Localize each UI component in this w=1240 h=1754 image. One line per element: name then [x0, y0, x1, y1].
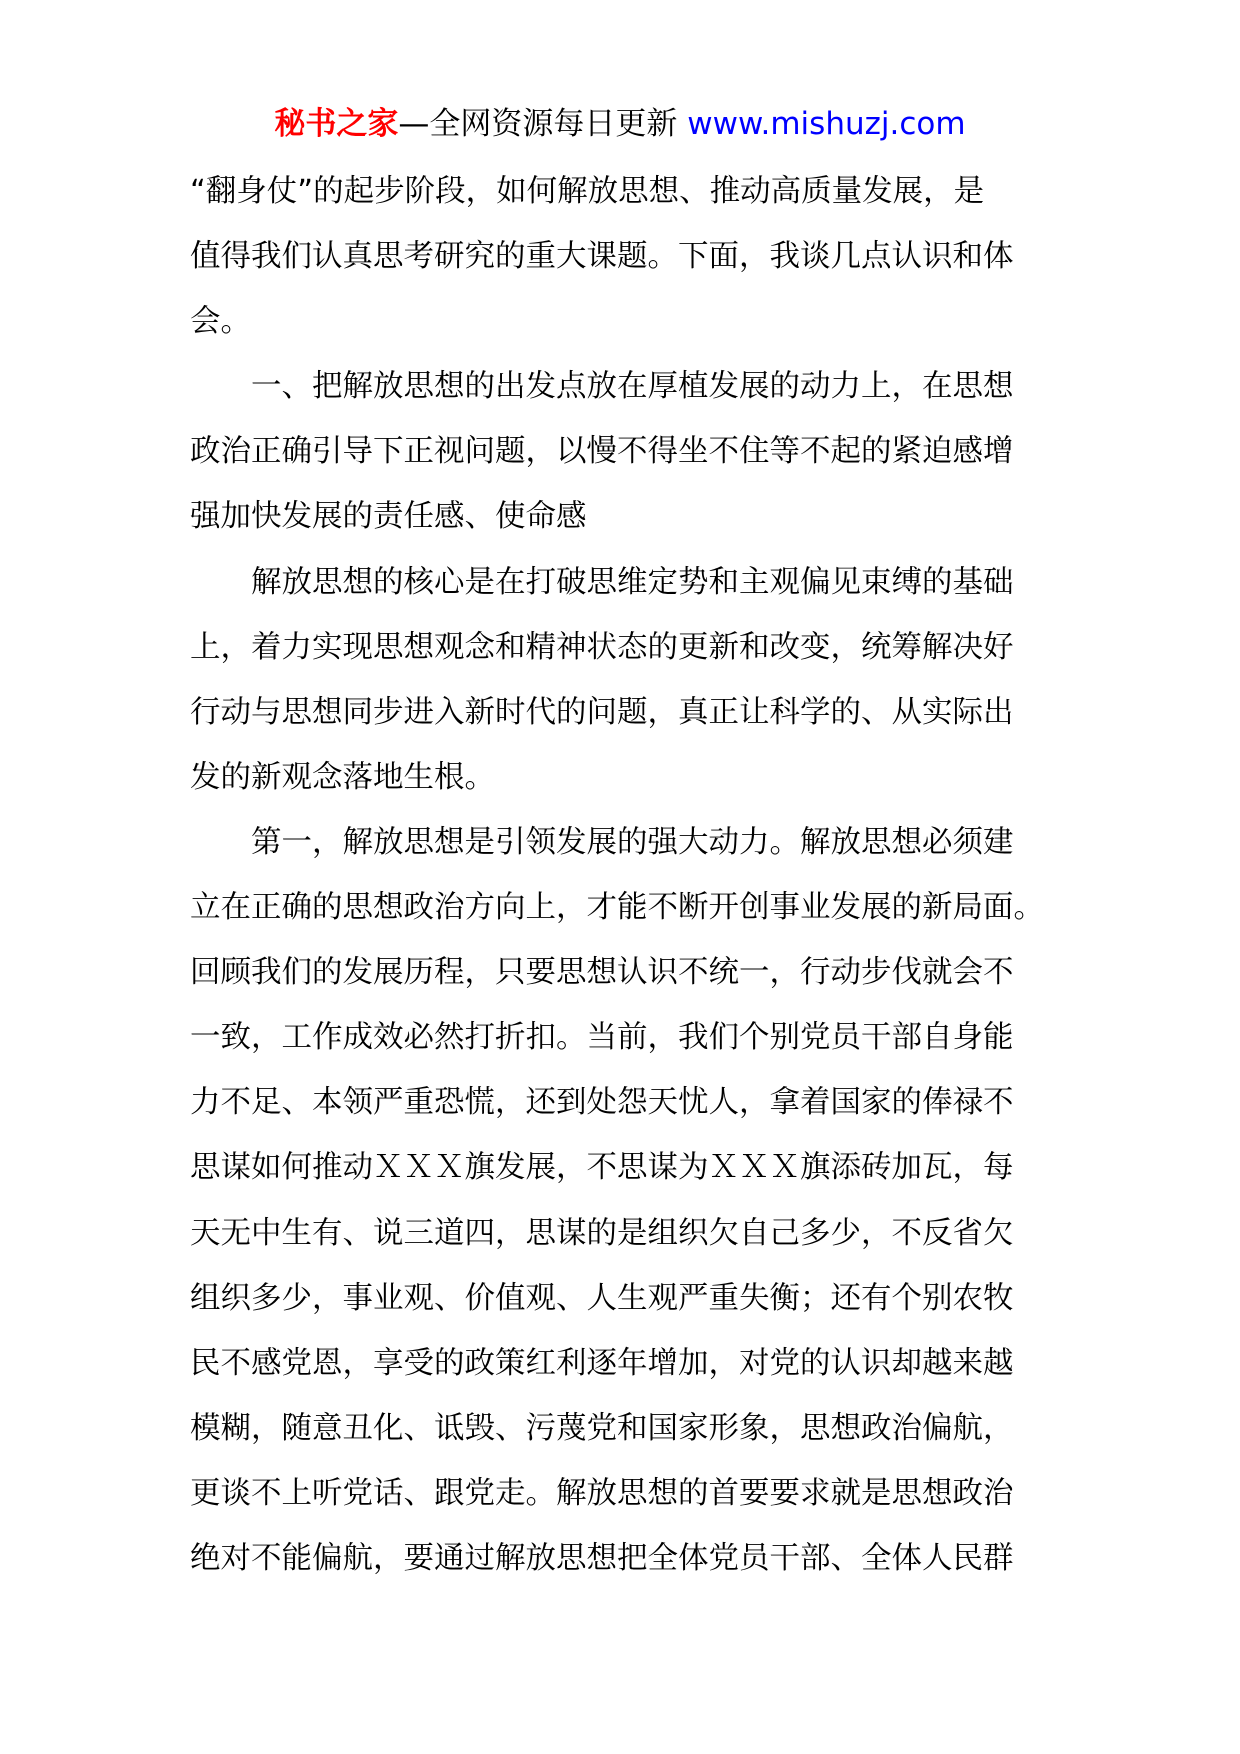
text-line: 政治正确引导下正视问题，以慢不得坐不住等不起的紧迫感增 — [190, 434, 1014, 470]
text-line: 民不感党恩，享受的政策红利逐年增加，对党的认识却越来越 — [190, 1345, 1014, 1381]
header-url-link[interactable]: www.mishuzj.com — [687, 106, 966, 142]
page-header — [0, 98, 1240, 150]
text-line: 一致，工作成效必然打折扣。当前，我们个别党员干部自身能 — [190, 1020, 1014, 1056]
text-line: 会。 — [190, 304, 251, 340]
text-line: 第一，解放思想是引领发展的强大动力。解放思想必须建 — [251, 824, 1014, 860]
paragraph — [190, 810, 1056, 1591]
text-line: 天无中生有、说三道四，思谋的是组织欠自己多少，不反省欠 — [190, 1215, 1014, 1251]
paragraph — [190, 354, 1056, 549]
text-line: 绝对不能偏航，要通过解放思想把全体党员干部、全体人民群 — [190, 1540, 1014, 1576]
text-line: 组织多少，事业观、价值观、人生观严重失衡；还有个别农牧 — [190, 1280, 1014, 1316]
text-line: 强加快发展的责任感、使命感 — [190, 499, 587, 535]
text-line: 立在正确的思想政治方向上，才能不断开创事业发展的新局面。 — [190, 890, 1044, 926]
paragraph — [190, 550, 1056, 810]
paragraph — [190, 159, 1056, 354]
text-line: 解放思想的核心是在打破思维定势和主观偏见束缚的基础 — [251, 564, 1014, 600]
document-body — [190, 159, 1056, 1591]
header-brand: 秘书之家 — [274, 106, 399, 142]
text-line: 行动与思想同步进入新时代的问题，真正让科学的、从实际出 — [190, 694, 1014, 730]
text-line: 一、把解放思想的出发点放在厚植发展的动力上，在思想 — [251, 369, 1014, 405]
text-line: 值得我们认真思考研究的重大课题。下面，我谈几点认识和体 — [190, 239, 1014, 275]
text-line: 发的新观念落地生根。 — [190, 759, 495, 795]
text-line: 上，着力实现思想观念和精神状态的更新和改变，统筹解决好 — [190, 629, 1014, 665]
text-line: 更谈不上听党话、跟党走。解放思想的首要要求就是思想政治 — [190, 1475, 1014, 1511]
text-line: 模糊，随意丑化、诋毁、污蔑党和国家形象，思想政治偏航， — [190, 1410, 1014, 1446]
text-line: “翻身仗”的起步阶段，如何解放思想、推动高质量发展，是 — [190, 174, 985, 209]
header-tagline: —全网资源每日更新 — [398, 106, 688, 142]
text-line: 回顾我们的发展历程，只要思想认识不统一，行动步伐就会不 — [190, 955, 1014, 991]
text-line: 力不足、本领严重恐慌，还到处怨天忧人，拿着国家的俸禄不 — [190, 1085, 1014, 1121]
text-line: 思谋如何推动ＸＸＸ旗发展，不思谋为ＸＸＸ旗添砖加瓦，每 — [190, 1150, 1014, 1186]
